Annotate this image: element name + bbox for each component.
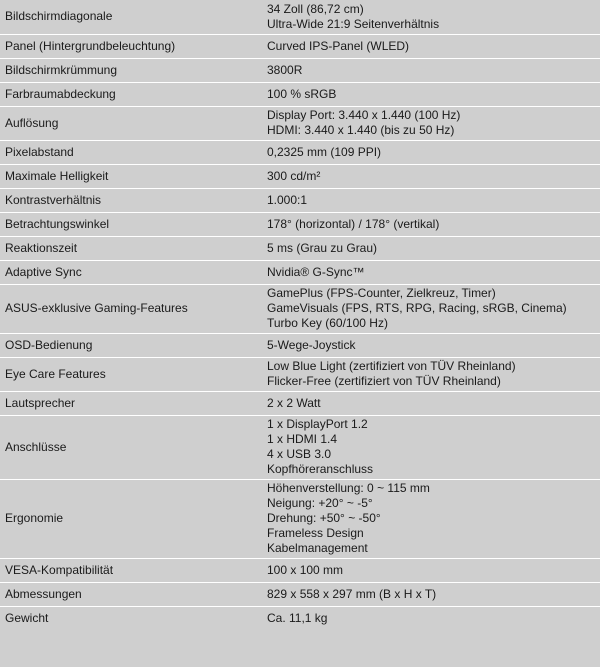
spec-row <box>0 284 600 333</box>
spec-value-line: 300 cd/m² <box>267 168 321 183</box>
spec-value <box>262 212 600 236</box>
spec-row <box>0 34 600 58</box>
spec-value <box>262 606 600 630</box>
spec-row <box>0 236 600 260</box>
spec-value <box>262 415 600 479</box>
spec-value <box>262 164 600 188</box>
spec-value-line: Ultra-Wide 21:9 Seitenverhältnis <box>267 16 440 31</box>
spec-label: Gewicht <box>5 610 49 625</box>
spec-row <box>0 0 600 34</box>
spec-label: Reaktionszeit <box>5 240 78 255</box>
spec-value-line: 5-Wege-Joystick <box>267 337 356 352</box>
spec-label: Auflösung <box>5 115 59 130</box>
spec-value-line: GameVisuals (FPS, RTS, RPG, Racing, sRGB, Cinema) <box>267 301 567 315</box>
spec-value-line: Höhenverstellung: 0 ~ 115 mm <box>267 481 430 495</box>
spec-value-line: Curved IPS-Panel (WLED) <box>267 38 410 53</box>
spec-row <box>0 391 600 415</box>
spec-value-line: 100 % sRGB <box>267 86 337 101</box>
spec-value-line: 5 ms (Grau zu Grau) <box>267 240 378 255</box>
spec-value-line: Kabelmanagement <box>267 541 368 555</box>
spec-row <box>0 415 600 479</box>
spec-row <box>0 333 600 357</box>
spec-row <box>0 260 600 284</box>
spec-row <box>0 479 600 558</box>
spec-value-line: Neigung: +20° ~ -5° <box>267 496 373 510</box>
spec-label: Lautsprecher <box>5 395 76 410</box>
spec-value-line: 1 x HDMI 1.4 <box>267 432 338 446</box>
spec-value-line: 1 x DisplayPort 1.2 <box>267 417 368 431</box>
spec-row <box>0 558 600 582</box>
spec-value-line: 100 x 100 mm <box>267 562 344 577</box>
spec-row <box>0 106 600 140</box>
spec-row <box>0 140 600 164</box>
spec-value <box>262 558 600 582</box>
spec-value <box>262 188 600 212</box>
spec-value <box>262 284 600 333</box>
spec-value-line: 3800R <box>267 62 303 77</box>
spec-value <box>262 34 600 58</box>
spec-label: Maximale Helligkeit <box>5 168 109 183</box>
spec-value-line: Flicker-Free (zertifiziert von TÜV Rheinland) <box>267 374 501 388</box>
spec-value-line: Display Port: 3.440 x 1.440 (100 Hz) <box>267 108 461 122</box>
spec-value <box>262 391 600 415</box>
spec-label: Bildschirmdiagonale <box>5 9 113 24</box>
spec-value <box>262 260 600 284</box>
spec-value-line: Nvidia® G-Sync™ <box>267 264 365 279</box>
spec-value-line: GamePlus (FPS-Counter, Zielkreuz, Timer) <box>267 286 496 300</box>
spec-value-line: 1.000:1 <box>267 192 308 207</box>
spec-value-line: Low Blue Light (zertifiziert von TÜV Rheinland) <box>267 359 516 373</box>
spec-value <box>262 333 600 357</box>
spec-row <box>0 82 600 106</box>
spec-value-line: Kopfhöreranschluss <box>267 462 374 476</box>
spec-label: Pixelabstand <box>5 144 74 159</box>
spec-row <box>0 212 600 236</box>
spec-value-line: 829 x 558 x 297 mm (B x H x T) <box>267 586 437 601</box>
spec-value-line: Turbo Key (60/100 Hz) <box>267 316 388 330</box>
spec-value <box>262 357 600 391</box>
spec-value-line: 2 x 2 Watt <box>267 395 321 410</box>
spec-label: Adaptive Sync <box>5 264 82 279</box>
spec-value <box>262 82 600 106</box>
spec-value <box>262 140 600 164</box>
spec-value-line: 0,2325 mm (109 PPI) <box>267 144 382 159</box>
spec-label: Panel (Hintergrundbeleuchtung) <box>5 38 176 53</box>
spec-value <box>262 582 600 606</box>
spec-label: Abmessungen <box>5 586 82 601</box>
spec-label: VESA-Kompatibilität <box>5 562 114 577</box>
spec-value-line: 34 Zoll (86,72 cm) <box>267 1 364 16</box>
spec-value <box>262 0 600 34</box>
spec-row <box>0 58 600 82</box>
spec-label: Farbraumabdeckung <box>5 86 116 101</box>
spec-value <box>262 106 600 140</box>
spec-label: Eye Care Features <box>5 366 106 381</box>
spec-row <box>0 164 600 188</box>
spec-value <box>262 479 600 558</box>
spec-value-line: 4 x USB 3.0 <box>267 447 332 461</box>
spec-value <box>262 58 600 82</box>
spec-label: Anschlüsse <box>5 439 67 454</box>
spec-label: Kontrastverhältnis <box>5 192 102 207</box>
spec-row <box>0 582 600 606</box>
spec-label: OSD-Bedienung <box>5 337 93 352</box>
spec-row <box>0 606 600 630</box>
spec-label: ASUS-exklusive Gaming-Features <box>5 301 188 315</box>
spec-value-line: Drehung: +50° ~ -50° <box>267 511 381 525</box>
spec-value <box>262 236 600 260</box>
spec-value-line: Ca. 11,1 kg <box>267 610 328 625</box>
spec-row <box>0 188 600 212</box>
spec-label: Betrachtungswinkel <box>5 216 110 231</box>
spec-label: Ergonomie <box>5 511 64 525</box>
spec-value-line: HDMI: 3.440 x 1.440 (bis zu 50 Hz) <box>267 123 455 137</box>
spec-value-line: 178° (horizontal) / 178° (vertikal) <box>267 216 440 231</box>
spec-row <box>0 357 600 391</box>
spec-label: Bildschirmkrümmung <box>5 62 118 77</box>
spec-value-line: Frameless Design <box>267 526 364 540</box>
